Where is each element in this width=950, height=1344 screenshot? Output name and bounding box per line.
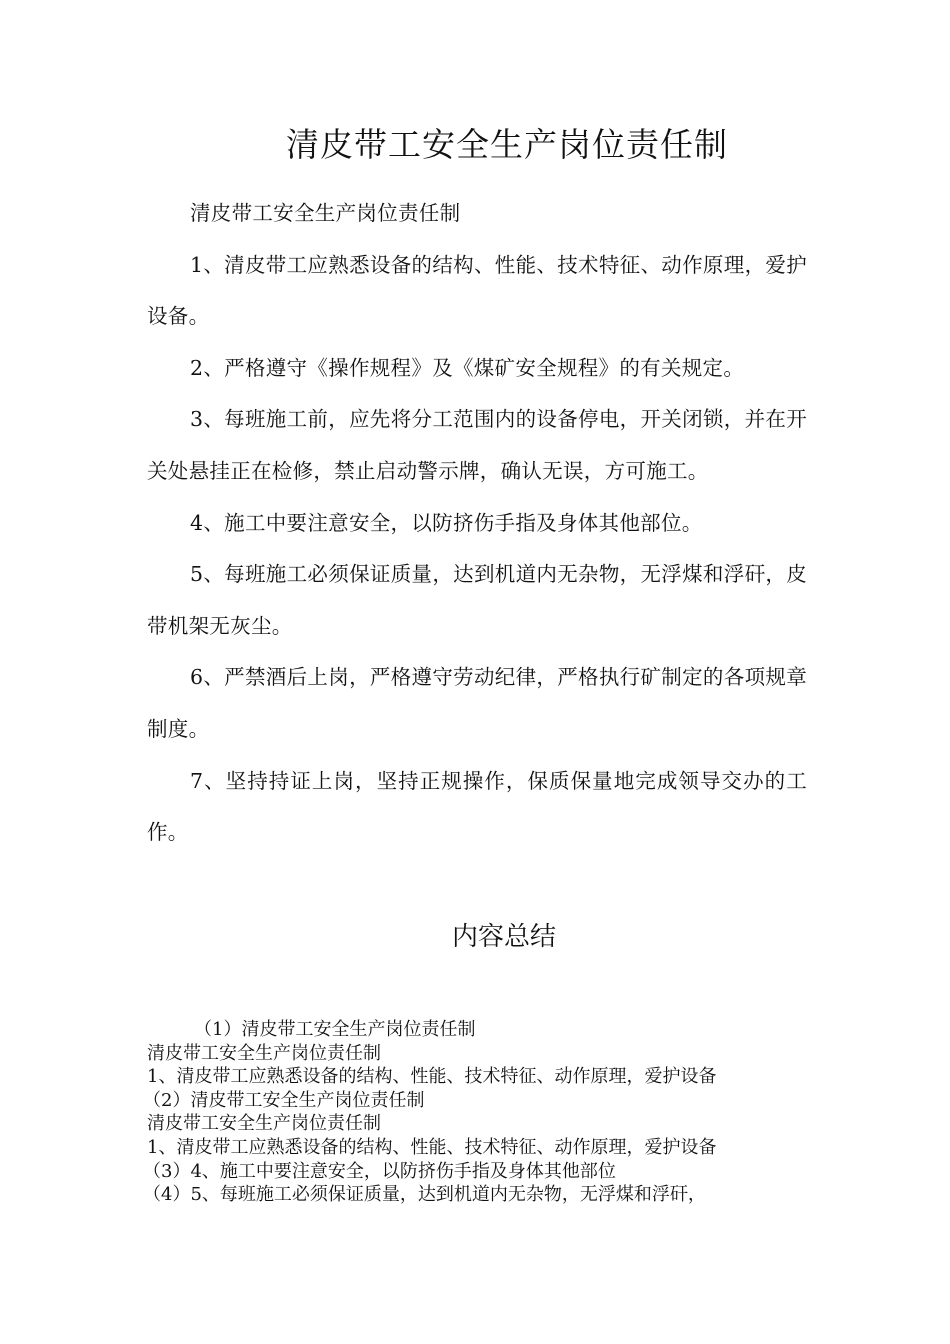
summary-line: （4）5、每班施工必须保证质量，达到机道内无杂物，无浮煤和浮矸， xyxy=(143,1184,706,1206)
paragraph-item-3: 3、每班施工前，应先将分工范围内的设备停电，开关闭锁，并在开关处悬挂正在检修，禁止启动警示牌，确认无误，方可施工。 xyxy=(147,407,807,483)
summary-line: （3）4、施工中要注意安全，以防挤伤手指及身体其他部位 xyxy=(143,1160,616,1182)
paragraph-item-5: 5、每班施工必须保证质量，达到机道内无杂物，无浮煤和浮矸，皮带机架无灰尘。 xyxy=(147,562,807,638)
paragraph-heading: 清皮带工安全生产岗位责任制 xyxy=(190,201,461,225)
document-title: 清皮带工安全生产岗位责任制 xyxy=(286,125,728,164)
paragraph-item-2: 2、严格遵守《操作规程》及《煤矿安全规程》的有关规定。 xyxy=(190,355,745,380)
summary-line: 清皮带工安全生产岗位责任制 xyxy=(147,1042,381,1064)
document-body xyxy=(147,188,807,859)
summary-line: 1、清皮带工应熟悉设备的结构、性能、技术特征、动作原理，爱护设备 xyxy=(147,1066,717,1088)
paragraph-item-1: 1、清皮带工应熟悉设备的结构、性能、技术特征、动作原理，爱护设备。 xyxy=(147,252,807,329)
summary-title: 内容总结 xyxy=(451,922,556,952)
summary-line: 1、清皮带工应熟悉设备的结构、性能、技术特征、动作原理，爱护设备 xyxy=(147,1136,717,1158)
summary-line: （2）清皮带工安全生产岗位责任制 xyxy=(143,1089,425,1111)
summary-line: 清皮带工安全生产岗位责任制 xyxy=(147,1113,381,1135)
summary-section xyxy=(143,1018,827,1207)
paragraph-item-7: 7、坚持持证上岗，坚持正规操作，保质保量地完成领导交办的工作。 xyxy=(147,768,807,845)
paragraph-item-4: 4、施工中要注意安全，以防挤伤手指及身体其他部位。 xyxy=(190,510,703,535)
summary-line: （1）清皮带工安全生产岗位责任制 xyxy=(194,1019,476,1040)
paragraph-item-6: 6、严禁酒后上岗，严格遵守劳动纪律，严格执行矿制定的各项规章制度。 xyxy=(147,665,807,741)
